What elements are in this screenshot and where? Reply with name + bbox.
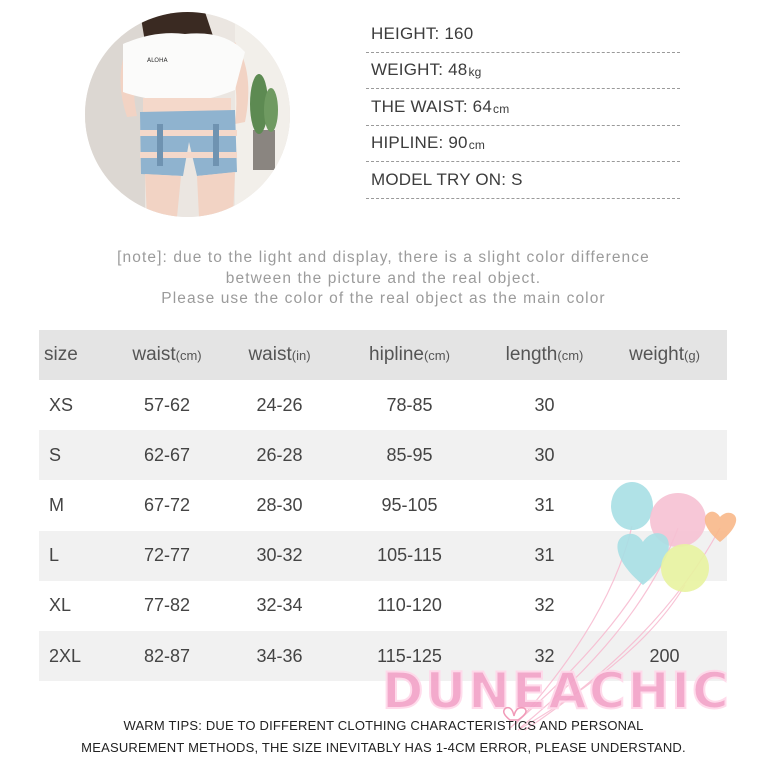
cell-hipline: 78-85 bbox=[386, 394, 433, 415]
cell-size: XL bbox=[49, 595, 72, 616]
tips-line-2: MEASUREMENT METHODS, THE SIZE INEVITABLY HAS 1-4CM ERROR, PLEASE UNDERSTAND. bbox=[81, 740, 686, 755]
header-waist-cm: waist(cm) bbox=[107, 330, 227, 380]
model-weight: WEIGHT: 48 kg bbox=[366, 53, 680, 90]
cell-waist-in: 30-32 bbox=[227, 531, 332, 581]
cell-weight bbox=[602, 430, 727, 480]
svg-text:ALOHA: ALOHA bbox=[147, 57, 168, 64]
tips-line-1: WARM TIPS: DUE TO DIFFERENT CLOTHING CHARACTERISTICS AND PERSONAL bbox=[123, 718, 644, 733]
header-hipline: hipline(cm) bbox=[332, 330, 487, 380]
cell-length: 30 bbox=[534, 394, 555, 415]
header-waist-in: waist(in) bbox=[227, 330, 332, 380]
cell-size: L bbox=[39, 531, 107, 581]
cell-waist-cm: 62-67 bbox=[107, 430, 227, 480]
model-photo bbox=[85, 12, 290, 217]
model-waist: THE WAIST: 64 cm bbox=[366, 89, 680, 126]
cell-weight bbox=[602, 581, 727, 631]
hipline-unit: cm bbox=[468, 138, 486, 153]
cell-waist-cm: 82-87 bbox=[107, 631, 227, 681]
cell-size: 2XL bbox=[39, 631, 107, 681]
model-hipline: HIPLINE: 90 cm bbox=[366, 126, 680, 163]
table-row bbox=[39, 380, 727, 430]
table-row bbox=[39, 480, 727, 530]
cell-waist-cm: 72-77 bbox=[107, 531, 227, 581]
table-row bbox=[39, 631, 727, 681]
weight-unit: kg bbox=[468, 65, 482, 80]
cell-length: 31 bbox=[534, 494, 555, 515]
cell-waist-in: 32-34 bbox=[256, 595, 303, 616]
note-line-2: between the picture and the real object. bbox=[225, 269, 542, 287]
brand-watermark-text: DUNEACHIC bbox=[382, 662, 731, 720]
warm-tips bbox=[0, 715, 767, 759]
cell-length: 30 bbox=[487, 430, 602, 480]
cell-size: S bbox=[39, 430, 107, 480]
table-header-row bbox=[39, 330, 727, 380]
header-size: size bbox=[39, 330, 107, 380]
cell-waist-in: 28-30 bbox=[256, 494, 303, 515]
note-line-1: [note]: due to the light and display, there is a slight color difference bbox=[117, 249, 650, 266]
cell-length: 32 bbox=[487, 631, 602, 681]
cell-waist-in: 24-26 bbox=[256, 394, 303, 415]
cell-weight: 200 bbox=[602, 631, 727, 681]
cell-hipline: 95-105 bbox=[381, 494, 438, 515]
table-row bbox=[39, 430, 727, 480]
model-height: HEIGHT: 160 bbox=[366, 16, 680, 53]
waist-unit: cm bbox=[493, 101, 510, 116]
cell-size: XS bbox=[49, 394, 74, 415]
model-measurements bbox=[366, 16, 680, 199]
cell-hipline: 105-115 bbox=[332, 531, 487, 581]
cell-hipline: 115-125 bbox=[332, 631, 487, 681]
table-row bbox=[39, 531, 727, 581]
cell-weight bbox=[602, 480, 727, 530]
cell-hipline: 110-120 bbox=[377, 595, 442, 616]
cell-size: M bbox=[49, 494, 64, 515]
model-try-on: MODEL TRY ON: S bbox=[366, 162, 680, 199]
cell-length: 32 bbox=[534, 595, 555, 616]
cell-waist-in: 34-36 bbox=[227, 631, 332, 681]
note-line-3: Please use the color of the real object as the main color bbox=[161, 290, 606, 307]
cell-length: 31 bbox=[487, 531, 602, 581]
size-chart-table bbox=[39, 330, 727, 681]
cell-weight bbox=[602, 531, 727, 581]
table-row bbox=[39, 581, 727, 631]
header-weight: weight(g) bbox=[602, 330, 727, 380]
cell-weight bbox=[602, 380, 727, 430]
color-note bbox=[0, 248, 767, 310]
cell-waist-cm: 57-62 bbox=[143, 394, 191, 415]
cell-waist-cm: 67-72 bbox=[143, 494, 191, 515]
cell-hipline: 85-95 bbox=[332, 430, 487, 480]
cell-waist-in: 26-28 bbox=[227, 430, 332, 480]
header-length: length(cm) bbox=[487, 330, 602, 380]
cell-waist-cm: 77-82 bbox=[143, 595, 191, 616]
